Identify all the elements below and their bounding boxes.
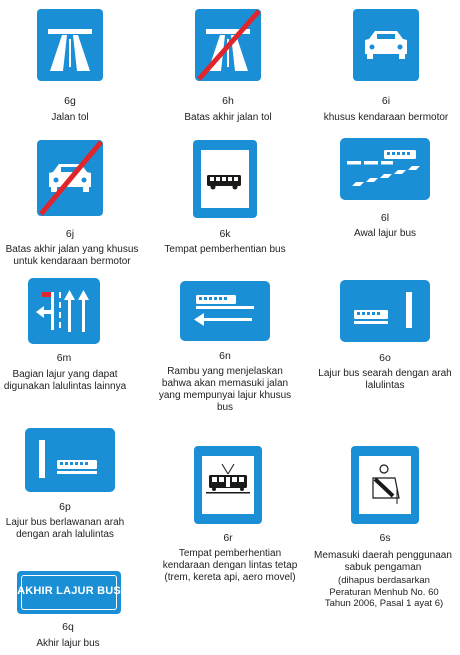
sign-code: 6m: [56, 352, 72, 364]
sign-code: 6j: [65, 228, 75, 240]
sign-caption: Rambu yang menjelaskan bahwa akan memasuki jalan yang mempunyai lajur khusus bus: [158, 366, 292, 413]
sign-6m: [28, 278, 100, 344]
sign-code: 6s: [379, 532, 391, 544]
sign-code: 6k: [219, 228, 231, 240]
lane-usage-icon: [28, 278, 100, 344]
sign-caption: Tempat pemberhentian bus: [164, 244, 286, 255]
sign-code: 6o: [379, 352, 391, 364]
bus-lane-opposite-direction-icon: [25, 428, 115, 492]
sign-caption: Jalan tol: [51, 112, 89, 123]
end-of-motorway-icon: [195, 9, 261, 81]
sign-code: 6i: [381, 95, 391, 107]
sign-code: 6p: [59, 501, 71, 513]
sign-6h: [195, 9, 261, 81]
seatbelt-zone-icon: [351, 446, 419, 524]
sign-caption: Bagian lajur yang dapat digunakan lalulintas lainnya: [3, 369, 127, 392]
sign-code: 6r: [223, 532, 233, 544]
bus-stop-icon: [193, 140, 257, 218]
sign-6r: [194, 446, 262, 524]
motorway-icon: [37, 9, 103, 81]
car-icon: [353, 9, 419, 81]
sign-6o: [340, 280, 430, 342]
sign-6s: [351, 446, 419, 524]
sign-code: 6h: [222, 95, 234, 107]
bus-lane-same-direction-icon: [340, 280, 430, 342]
sign-6i: [353, 9, 419, 81]
sign-6n: [180, 281, 270, 341]
entering-bus-lane-road-icon: [180, 281, 270, 341]
sign-code: 6q: [62, 621, 74, 633]
sign-caption: Batas akhir jalan yang khusus untuk kendaraan bermotor: [5, 244, 139, 267]
sign-6p: [25, 428, 115, 492]
sign-caption: Tempat pemberhentian kendaraan dengan lintas tetap (trem, kereta api, aero movel): [162, 548, 298, 583]
sign-6g: [37, 9, 103, 81]
bus-lane-start-icon: [340, 138, 430, 200]
end-of-car-road-icon: [37, 140, 103, 216]
sign-6l: [340, 138, 430, 200]
sign-code: 6n: [219, 350, 231, 362]
end-of-bus-lane-icon: AKHIR LAJUR BUS: [17, 585, 121, 597]
sign-caption: Awal lajur bus: [353, 228, 417, 239]
sign-6j: [37, 140, 103, 216]
sign-caption: Akhir lajur bus: [36, 638, 100, 649]
sign-code: 6g: [64, 95, 76, 107]
sign-note: (dihapus berdasarkan Peraturan Menhub No. 60 Tahun 2006, Pasal 1 ayat 6): [324, 575, 444, 609]
sign-code: 6l: [380, 212, 390, 224]
sign-6q: [17, 571, 121, 614]
sign-caption: khusus kendaraan bermotor: [323, 112, 449, 123]
sign-6k: [193, 140, 257, 218]
sign-caption: Memasuki daerah penggunaan sabuk pengaman: [314, 550, 452, 573]
sign-caption: Lajur bus berlawanan arah dengan arah lalulintas: [5, 517, 125, 540]
tram-stop-icon: [194, 446, 262, 524]
sign-caption: Lajur bus searah dengan arah lalulintas: [318, 368, 452, 391]
sign-caption: Batas akhir jalan tol: [184, 112, 272, 123]
